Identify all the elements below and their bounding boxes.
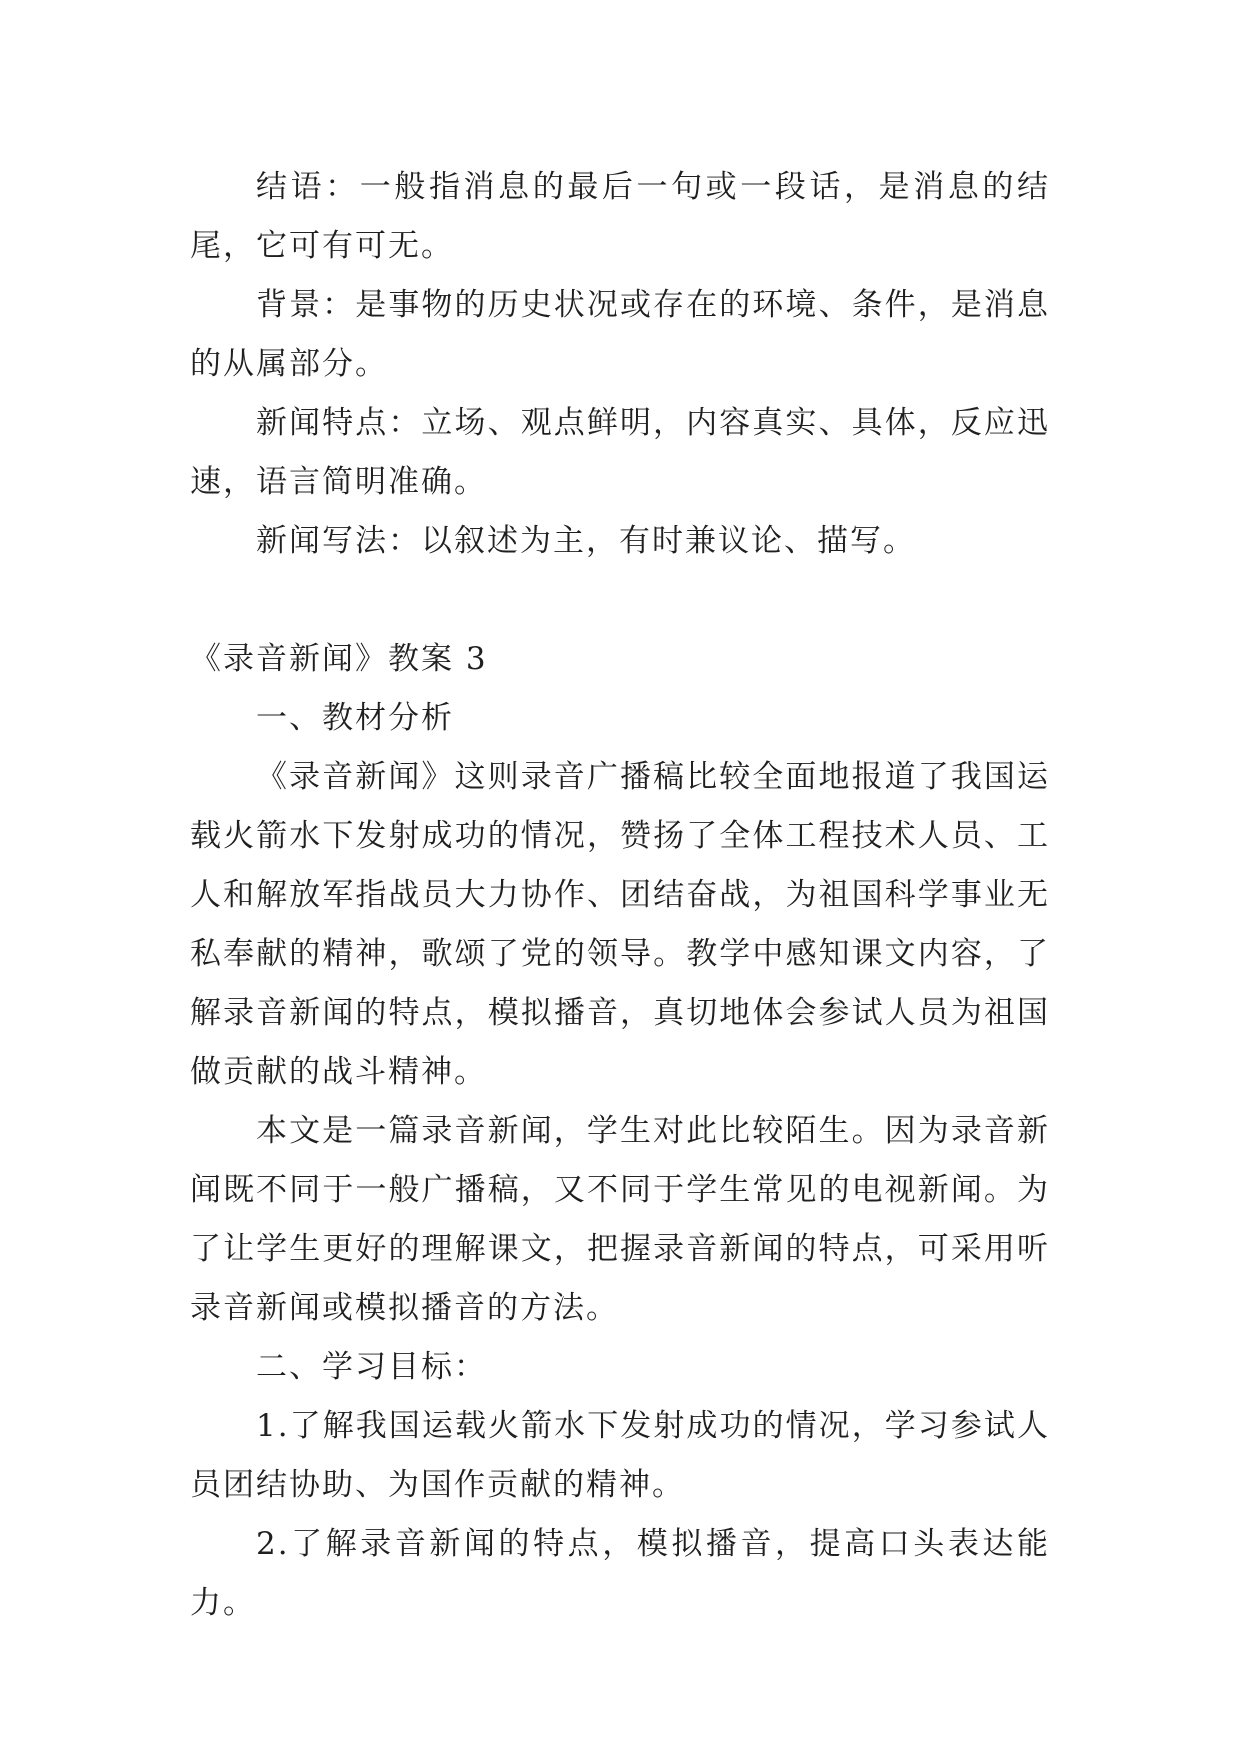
heading-textbook-analysis: 一、教材分析 — [256, 700, 454, 736]
section-spacer — [190, 571, 1050, 630]
paragraph-news-writing: 新闻写法：以叙述为主，有时兼议论、描写。 — [256, 523, 916, 559]
goal-item-1: 1.了解我国运载火箭水下发射成功的情况，学习参试人员团结协助、为国作贡献的精神。 — [190, 1408, 1050, 1503]
paragraph-analysis-1: 《录音新闻》这则录音广播稿比较全面地报道了我国运载火箭水下发射成功的情况，赞扬了全体工程技术人员、工人和解放军指战员大力协作、团结奋战，为祖国科学事业无私奉献的精神，歌颂了党的领导。教学中感知课文内容，了解录音新闻的特点，模拟播音，真切地体会参试人员为祖国做贡献的战斗精神。 — [190, 759, 1050, 1090]
paragraph-news-features: 新闻特点：立场、观点鲜明，内容真实、具体，反应迅速，语言简明准确。 — [190, 405, 1050, 500]
document-page — [190, 158, 1050, 1633]
goal-item-2: 2.了解录音新闻的特点，模拟播音，提高口头表达能力。 — [190, 1526, 1050, 1621]
heading-learning-goals: 二、学习目标： — [256, 1349, 487, 1385]
paragraph-conclusion: 结语：一般指消息的最后一句或一段话，是消息的结尾，它可有可无。 — [190, 169, 1050, 264]
paragraph-background: 背景：是事物的历史状况或存在的环境、条件，是消息的从属部分。 — [190, 287, 1050, 382]
section-title: 《录音新闻》教案 3 — [190, 641, 488, 677]
paragraph-analysis-2: 本文是一篇录音新闻，学生对此比较陌生。因为录音新闻既不同于一般广播稿，又不同于学生常见的电视新闻。为了让学生更好的理解课文，把握录音新闻的特点，可采用听录音新闻或模拟播音的方法。 — [190, 1113, 1050, 1326]
